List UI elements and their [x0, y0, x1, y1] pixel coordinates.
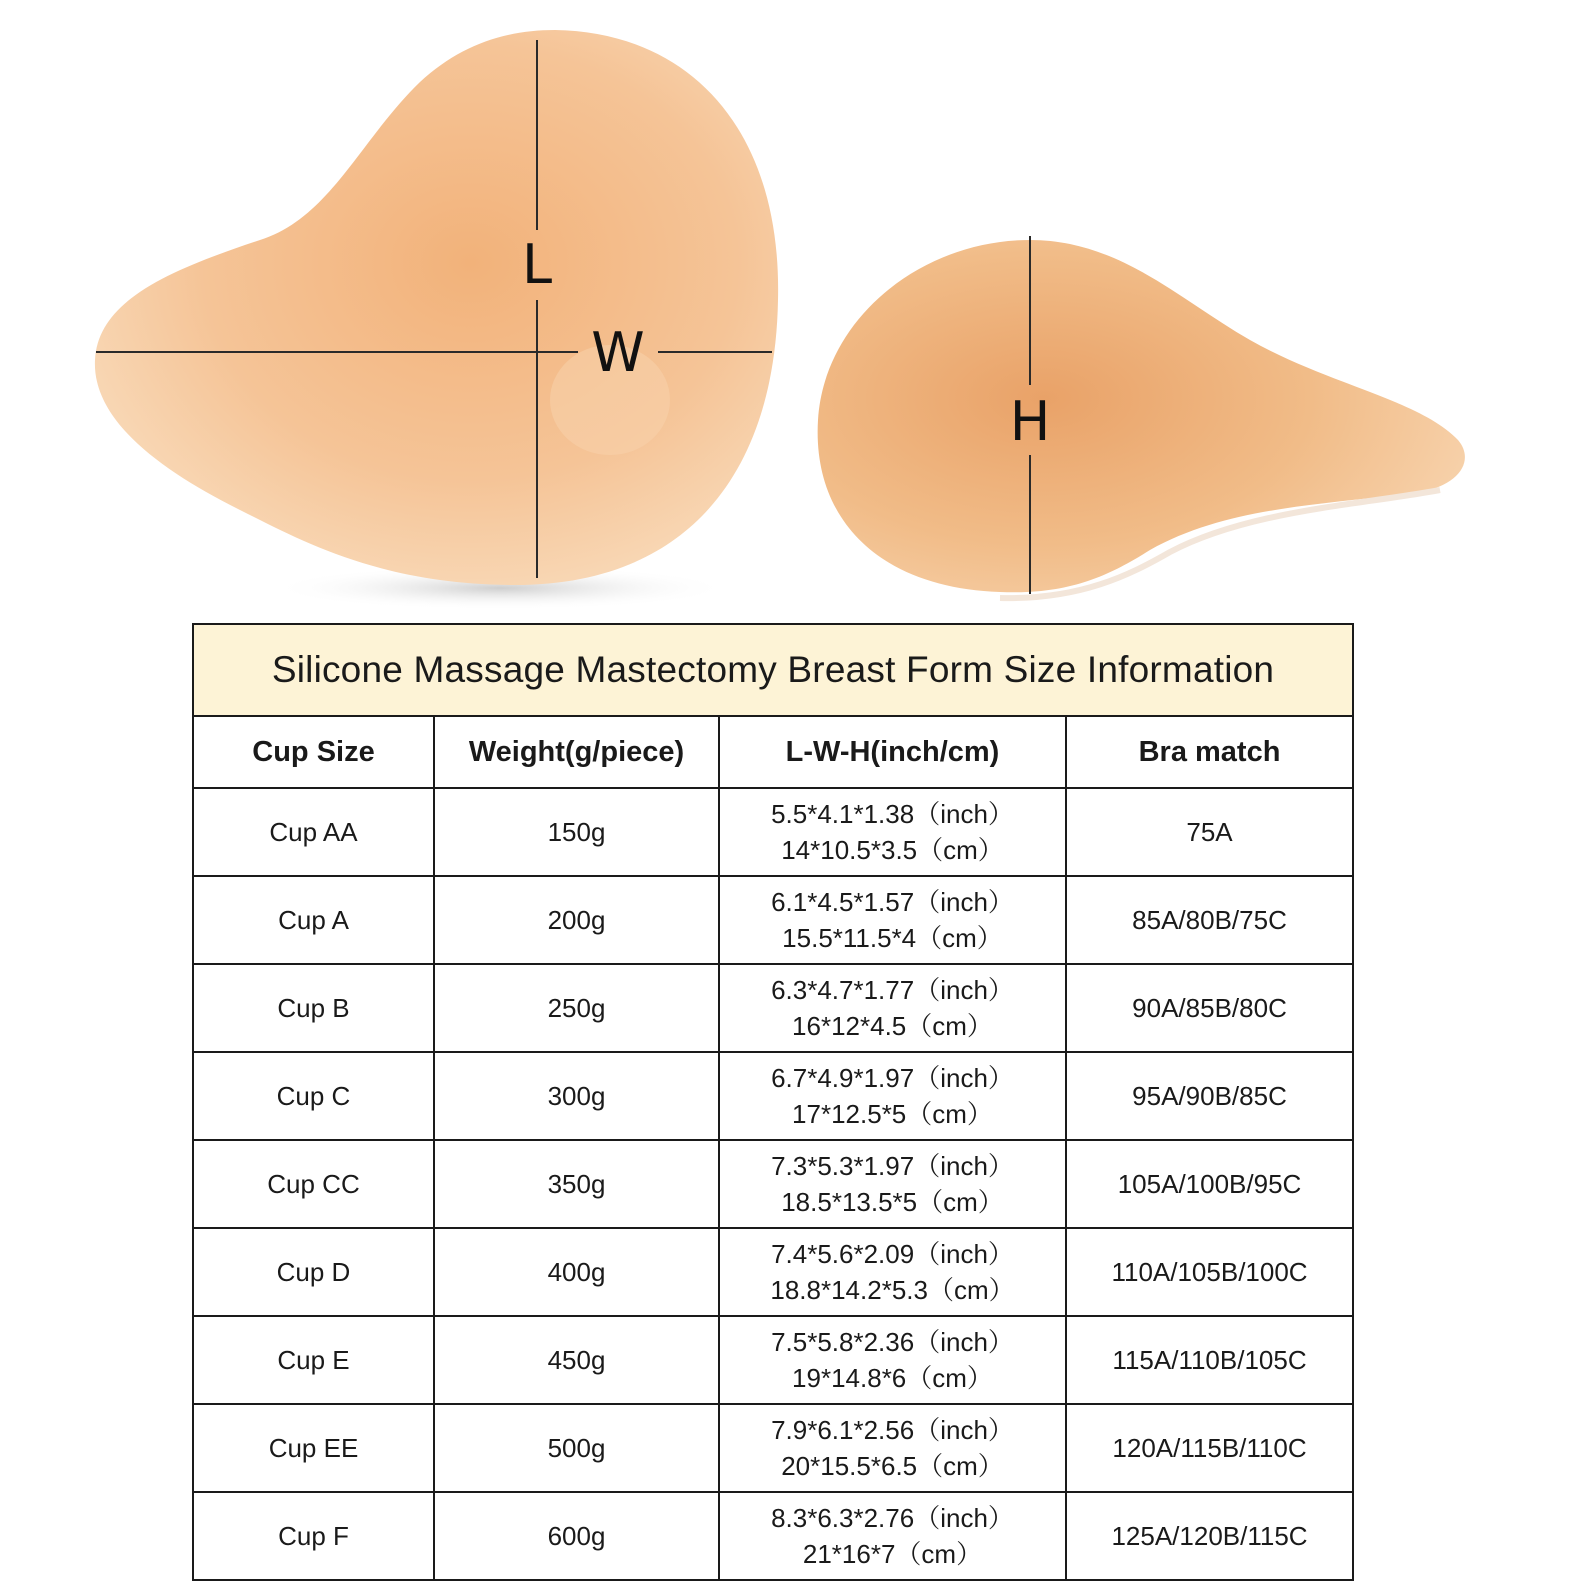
dimensions-cm: 21*16*7（cm） — [802, 1539, 983, 1569]
product-illustration — [0, 0, 1569, 620]
bra-match-cell: 85A/80B/75C — [1066, 876, 1353, 964]
weight-cell: 150g — [434, 788, 719, 876]
bra-match-cell: 105A/100B/95C — [1066, 1140, 1353, 1228]
dimensions-cell — [719, 1404, 1066, 1492]
bra-match-cell: 90A/85B/80C — [1066, 964, 1353, 1052]
table-row — [193, 788, 1353, 876]
cup-size-cell: Cup AA — [193, 788, 434, 876]
dimensions-inch: 6.7*4.9*1.97（inch） — [771, 1063, 1014, 1093]
dimensions-cm: 17*12.5*5（cm） — [792, 1099, 993, 1129]
weight-cell: 350g — [434, 1140, 719, 1228]
dimensions-inch: 7.3*5.3*1.97（inch） — [771, 1151, 1014, 1181]
side-breast-form — [818, 240, 1465, 592]
width-label: W — [591, 321, 645, 384]
dimensions-cm: 18.5*13.5*5（cm） — [781, 1187, 1004, 1217]
weight-cell: 600g — [434, 1492, 719, 1580]
height-label: H — [1009, 390, 1051, 453]
dimensions-cell — [719, 1492, 1066, 1580]
dimensions-cell — [719, 876, 1066, 964]
cup-size-cell: Cup F — [193, 1492, 434, 1580]
header-weight: Weight(g/piece) — [434, 716, 719, 788]
table-row — [193, 1492, 1353, 1580]
dimensions-cell — [719, 1052, 1066, 1140]
table-row — [193, 1228, 1353, 1316]
bra-match-cell: 110A/105B/100C — [1066, 1228, 1353, 1316]
cup-size-cell: Cup A — [193, 876, 434, 964]
dimensions-cm: 14*10.5*3.5（cm） — [781, 835, 1004, 865]
bra-match-cell: 120A/115B/110C — [1066, 1404, 1353, 1492]
dimensions-cm: 16*12*4.5（cm） — [792, 1011, 993, 1041]
dimensions-cell — [719, 1140, 1066, 1228]
bra-match-cell: 95A/90B/85C — [1066, 1052, 1353, 1140]
dimensions-cell — [719, 788, 1066, 876]
weight-cell: 300g — [434, 1052, 719, 1140]
table-row — [193, 876, 1353, 964]
dimensions-cell — [719, 1228, 1066, 1316]
dimensions-inch: 8.3*6.3*2.76（inch） — [771, 1503, 1014, 1533]
table-title: Silicone Massage Mastectomy Breast Form Size Information — [193, 624, 1353, 716]
front-breast-form — [95, 30, 778, 585]
header-dimensions: L-W-H(inch/cm) — [719, 716, 1066, 788]
cup-size-cell: Cup CC — [193, 1140, 434, 1228]
dimensions-inch: 7.4*5.6*2.09（inch） — [771, 1239, 1014, 1269]
cup-size-cell: Cup C — [193, 1052, 434, 1140]
weight-cell: 250g — [434, 964, 719, 1052]
weight-cell: 500g — [434, 1404, 719, 1492]
length-label: L — [521, 233, 553, 296]
header-bra-match: Bra match — [1066, 716, 1353, 788]
cup-size-cell: Cup B — [193, 964, 434, 1052]
weight-cell: 200g — [434, 876, 719, 964]
breast-form-diagram — [0, 0, 1569, 620]
cup-size-cell: Cup EE — [193, 1404, 434, 1492]
dimensions-inch: 6.3*4.7*1.77（inch） — [771, 975, 1014, 1005]
dimensions-cell — [719, 1316, 1066, 1404]
dimensions-cm: 15.5*11.5*4（cm） — [782, 923, 1003, 953]
weight-cell: 400g — [434, 1228, 719, 1316]
dimensions-inch: 7.5*5.8*2.36（inch） — [771, 1327, 1014, 1357]
dimensions-inch: 6.1*4.5*1.57（inch） — [771, 887, 1014, 917]
dimensions-inch: 5.5*4.1*1.38（inch） — [771, 799, 1014, 829]
table-row — [193, 964, 1353, 1052]
dimensions-cm: 19*14.8*6（cm） — [792, 1363, 993, 1393]
table-header-row — [193, 716, 1353, 788]
table-row — [193, 1052, 1353, 1140]
weight-cell: 450g — [434, 1316, 719, 1404]
size-table — [192, 623, 1354, 1581]
dimensions-cm: 20*15.5*6.5（cm） — [781, 1451, 1004, 1481]
bra-match-cell: 125A/120B/115C — [1066, 1492, 1353, 1580]
table-row — [193, 1404, 1353, 1492]
cup-size-cell: Cup E — [193, 1316, 434, 1404]
bra-match-cell: 75A — [1066, 788, 1353, 876]
dimensions-cm: 18.8*14.2*5.3（cm） — [770, 1275, 1015, 1305]
table-row — [193, 1140, 1353, 1228]
dimensions-cell — [719, 964, 1066, 1052]
dimensions-inch: 7.9*6.1*2.56（inch） — [771, 1415, 1014, 1445]
header-cup-size: Cup Size — [193, 716, 434, 788]
table-row — [193, 1316, 1353, 1404]
cup-size-cell: Cup D — [193, 1228, 434, 1316]
bra-match-cell: 115A/110B/105C — [1066, 1316, 1353, 1404]
